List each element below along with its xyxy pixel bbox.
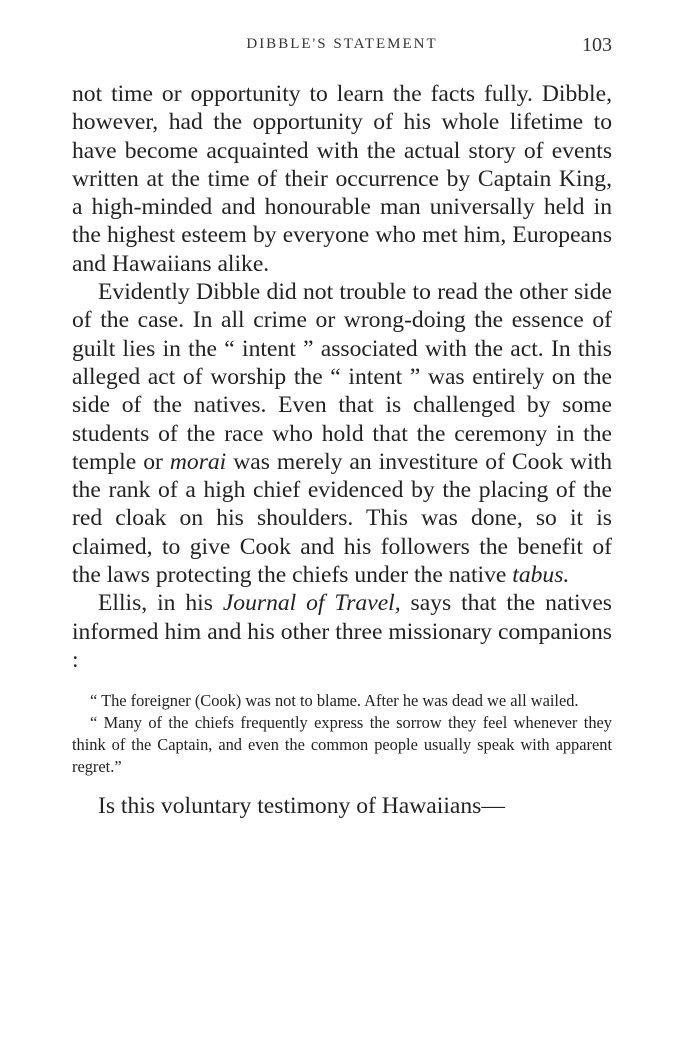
text-segment: was merely an investiture of Cook with the rank of a high chief evidenced by the placing of the red cloak on his shoulders. This was done, so it is claimed, to give Cook and his followers the benefit of the laws protecting the chiefs under the native [72, 448, 613, 589]
page-number: 103 [582, 34, 612, 56]
italic-term-morai: morai [169, 448, 227, 475]
body-text [72, 80, 612, 821]
italic-book-title: Journal of Travel, [222, 590, 401, 617]
quote-paragraph: “ Many of the chiefs frequently express the sorrow they feel whenever they think of the Captain, and even the common people usually speak with apparent regret.” [72, 713, 612, 777]
text-segment: Ellis, in his [98, 590, 223, 617]
text-segment: Evidently Dibble did not trouble to read the other side of the case. In all crime or wrong-doing the essence of guilt lies in the “ intent ” associated with the act. In this alleged act of worship the “ intent ” was entirely on the side of the natives. Even that is challenged by some students of the race who hold that the ceremony in the temple or [72, 279, 612, 475]
paragraph-dibble [72, 278, 612, 589]
italic-term-tabus: tabus. [512, 562, 570, 589]
paragraph-ellis [72, 589, 612, 674]
block-quotation [72, 690, 612, 778]
running-title: DIBBLE'S STATEMENT [246, 36, 438, 52]
text-segment: not time or opportunity to learn the facts fully. Dibble, however, had the opportunity of his whole lifetime to have become acquainted with the actual story of events written at the time of their occurrence by Captain King, a high-minded and honourable man universally held in the highest esteem by everyone who met him, Europeans and Hawaiians alike. [72, 81, 612, 277]
quote-paragraph: “ The foreigner (Cook) was not to blame. After he was dead we all wailed. [90, 691, 579, 711]
text-segment: says that the natives informed him and his other three missionary companions : [72, 590, 612, 673]
page-header [72, 36, 612, 62]
paragraph-closing: Is this voluntary testimony of Hawaiians— [98, 793, 505, 820]
paragraph-continuation [72, 80, 612, 278]
